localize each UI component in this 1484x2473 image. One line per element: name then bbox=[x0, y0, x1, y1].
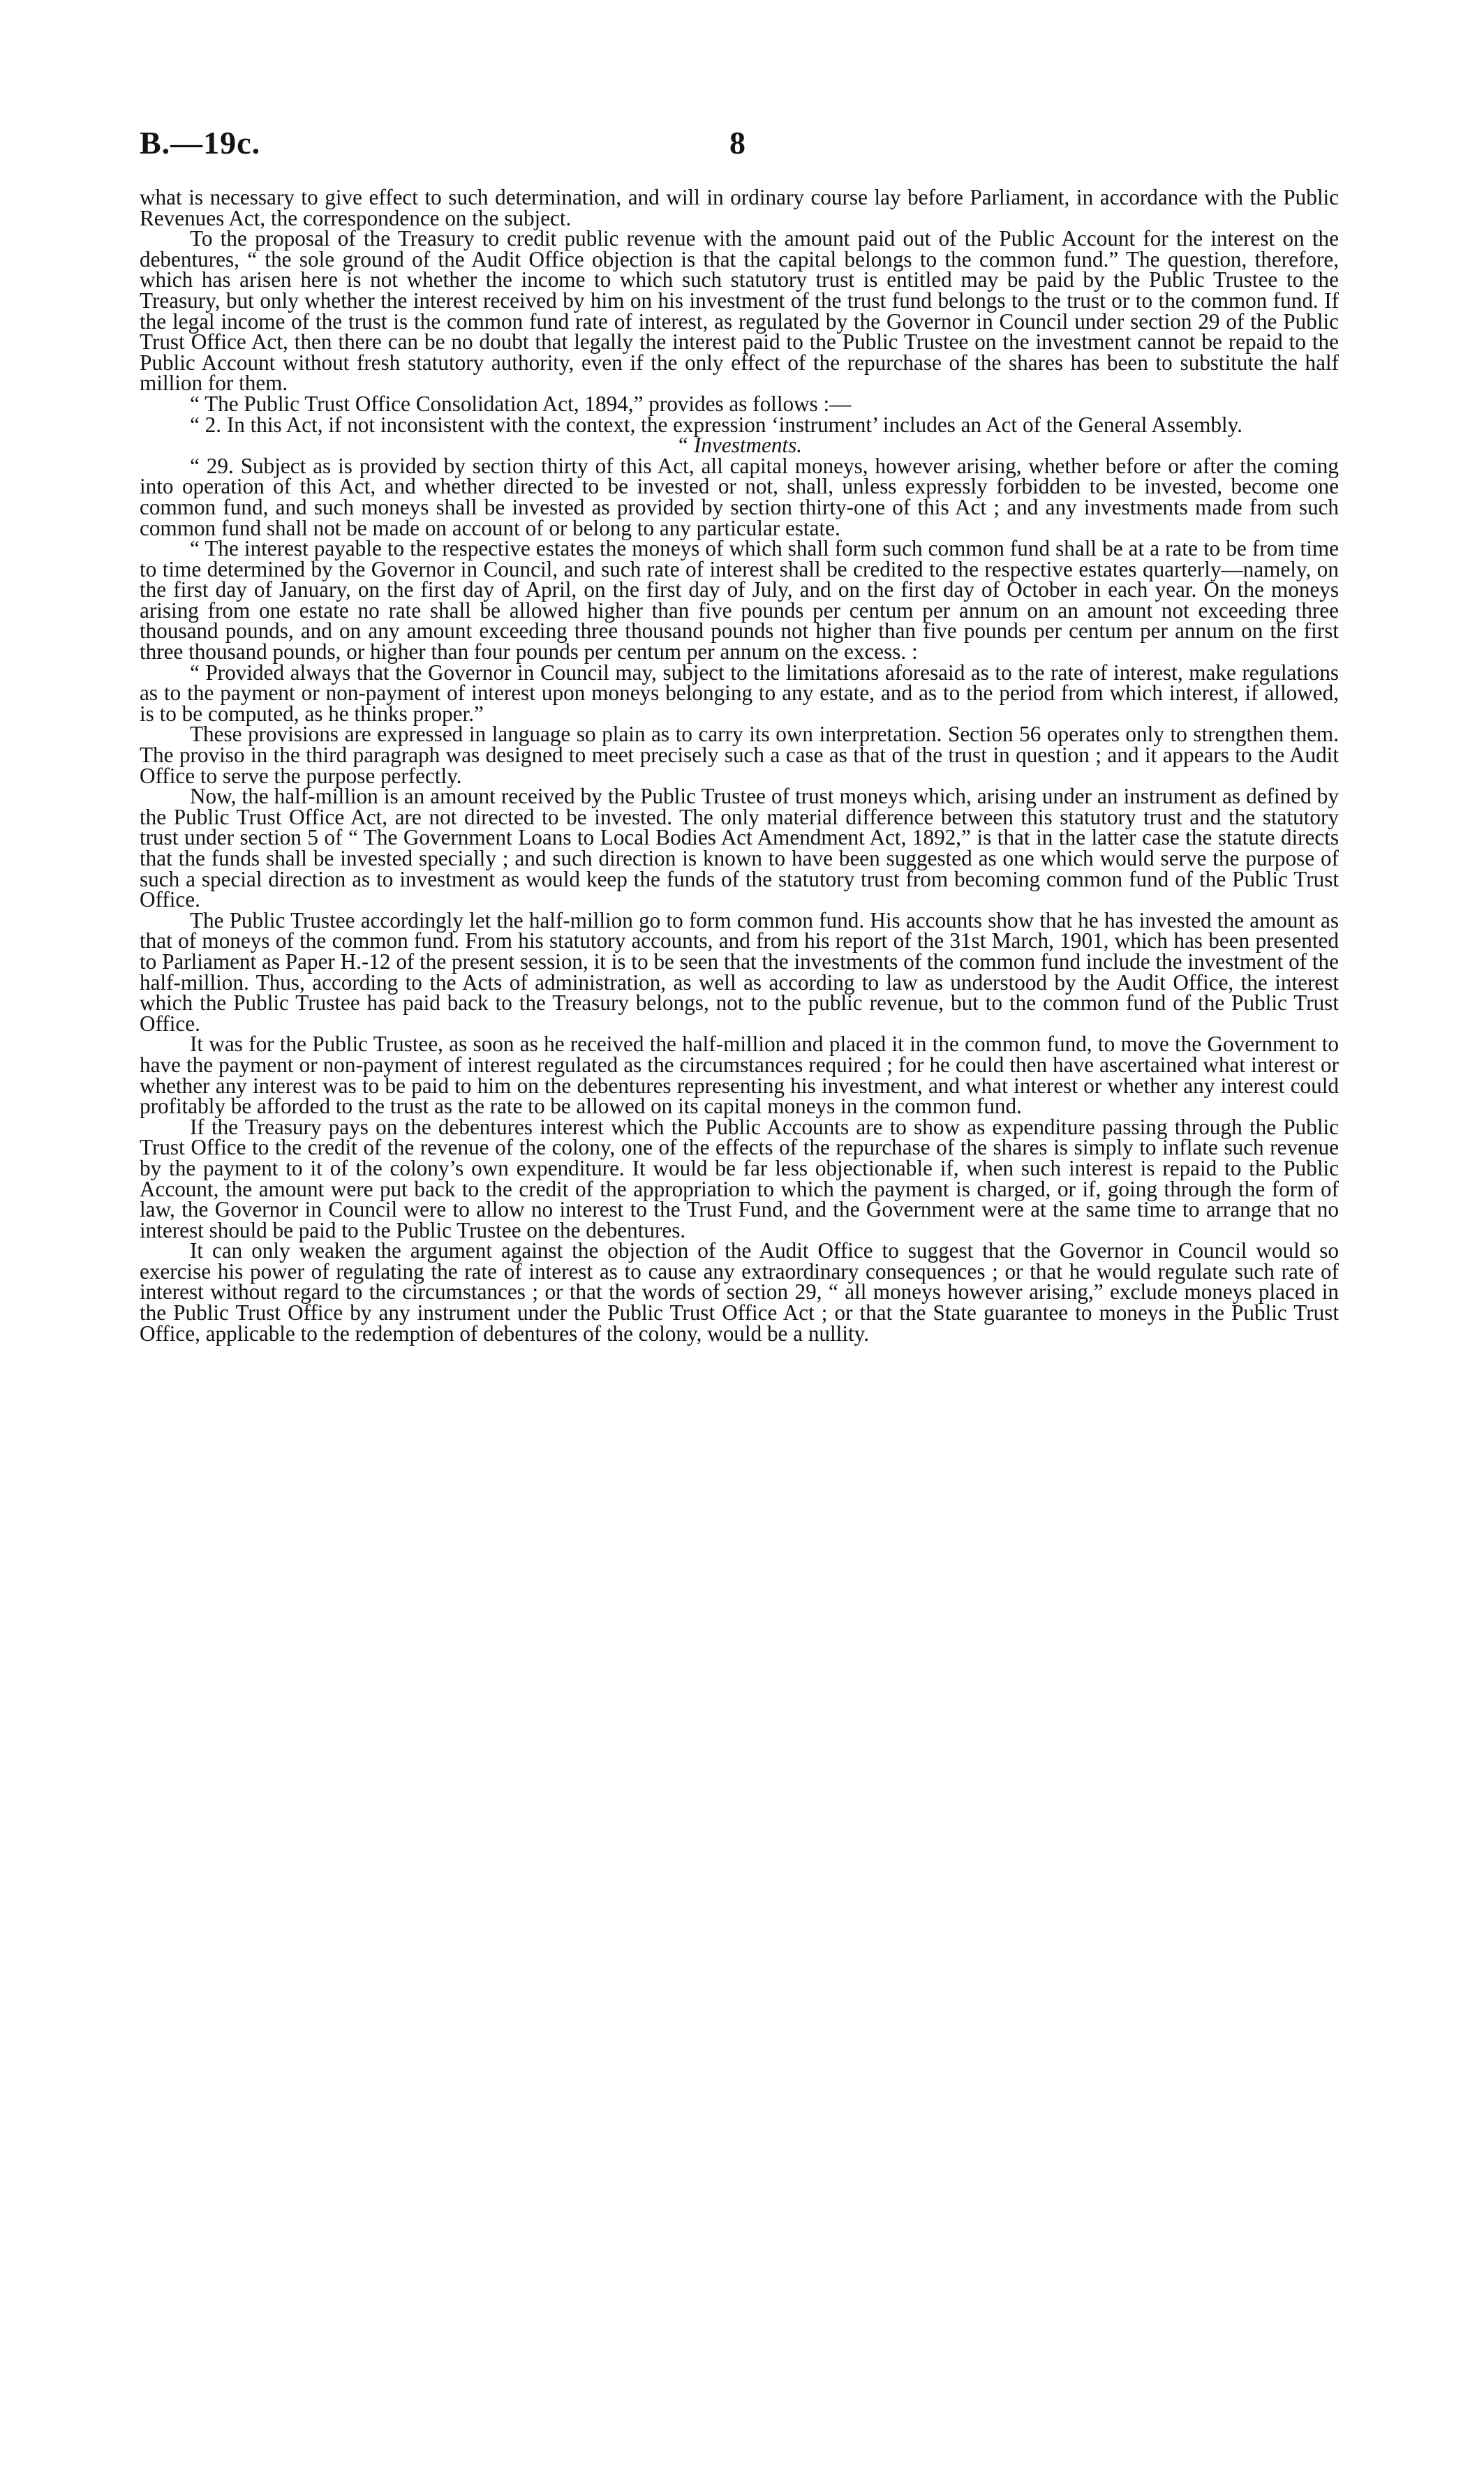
page-number: 8 bbox=[729, 125, 745, 161]
paragraph: These provisions are expressed in language so plain as to carry its own interpretation. Section 56 operates only to strengthen them. The proviso in the third paragraph was designed to meet precisely such a case as that of the trust in question ; and it appears to the Audit Office to serve the purpose perfectly. bbox=[140, 722, 1339, 788]
section-heading: “ Investments. bbox=[676, 433, 803, 458]
paragraph: It can only weaken the argument against the objection of the Audit Office to suggest that the Governor in Council would so exercise his power of regulating the rate of interest as to cause any extraordinary consequences ; or that he would regulate such rate of interest without regard to the circumstances ; or that the words of section 29, “ all moneys however arising,” exclude moneys placed in the Public Trust Office by any instrument under the Public Trust Office Act ; or that the State guarantee to moneys in the Public Trust Office, applicable to the redemption of debentures of the colony, would be a nullity. bbox=[140, 1238, 1339, 1346]
paragraph: “ The Public Trust Office Consolidation Act, 1894,” provides as follows :— bbox=[190, 391, 852, 416]
paragraph: If the Treasury pays on the debentures interest which the Public Accounts are to show as expenditure passing through the Public Trust Office to the credit of the revenue of the colony, one of the effects of the repurchase of the shares is simply to inflate such revenue by the payment to it of the colony’s own expenditure. It would be far less objectionable if, when such interest is repaid to the Public Account, the amount were put back to the credit of the appropriation to which the payment is charged, or if, going through the form of law, the Governor in Council were to allow no interest to the Trust Fund, and the Government were at the same time to arrange that no interest should be paid to the Public Trustee on the debentures. bbox=[140, 1114, 1339, 1242]
paragraph: It was for the Public Trustee, as soon as he received the half-million and placed it in the common fund, to move the Government to have the payment or non-payment of interest regulated as the circumstances required ; for he could then have ascertained what interest or whether any interest was to be paid to him on the debentures representing his investment, and what interest or whether any interest could profitably be afforded to the trust as the rate to be allowed on its capital moneys in the common fund. bbox=[140, 1032, 1339, 1119]
document-reference: B.—19c. bbox=[140, 125, 261, 161]
paragraph: Now, the half-million is an amount received by the Public Trustee of trust moneys which, arising under an instrument as defined by the Public Trust Office Act, are not directed to be invested. The only material difference between this statutory trust and the statutory trust under section 5 of “ The Government Loans to Local Bodies Act Amendment Act, 1892,” is that in the latter case the statute directs that the funds shall be invested specially ; and such direction is known to have been suggested as one which would serve the purpose of such a special direction as to investment as would keep the funds of the statutory trust from becoming common fund of the Public Trust Office. bbox=[140, 784, 1339, 912]
paragraph: The Public Trustee accordingly let the half-million go to form common fund. His accounts show that he has invested the amount as that of moneys of the common fund. From his statutory accounts, and from his report of the 31st March, 1901, which has been presented to Parliament as Paper H.-12 of the present session, it is to be seen that the investments of the common fund include the investment of the half-million. Thus, according to the Acts of administration, as well as according to law as understood by the Audit Office, the interest which the Public Trustee has paid back to the Treasury belongs, not to the public revenue, but to the common fund of the Public Trust Office. bbox=[140, 907, 1339, 1036]
paragraph: “ 29. Subject as is provided by section thirty of this Act, all capital moneys, however arising, whether before or after the coming into operation of this Act, and whether directed to be invested or not, shall, unless expressly forbidden to be invested, become one common fund, and such moneys shall be invested as provided by section thirty-one of this Act ; and any investments made from such common fund shall not be made on account of or belong to any particular estate. bbox=[140, 453, 1339, 540]
paragraph: “ 2. In this Act, if not inconsistent with the context, the expression ‘instrument’ includes an Act of the General Assembly. bbox=[190, 412, 1242, 437]
document-body bbox=[140, 187, 1339, 1344]
paragraph: “ The interest payable to the respective estates the moneys of which shall form such common fund shall be at a rate to be from time to time determined by the Governor in Council, and such rate of interest shall be credited to the respective estates quarterly—namely, on the first day of January, on the first day of April, on the first day of July, and on the first day of October in each year. On the moneys arising from one estate no rate shall be allowed higher than five pounds per centum per annum on an amount not exceeding three thousand pounds, and on any amount exceeding three thousand pounds not higher than five pounds per centum per annum on the first three thousand pounds, or higher than four pounds per centum per annum on the excess. : bbox=[140, 536, 1339, 664]
page-header bbox=[140, 124, 1340, 166]
paragraph: what is necessary to give effect to such determination, and will in ordinary course lay before Parliament, in accordance with the Public Revenues Act, the correspondence on the subject. bbox=[140, 185, 1339, 230]
paragraph: To the proposal of the Treasury to credit public revenue with the amount paid out of the Public Account for the interest on the debentures, “ the sole ground of the Audit Office objection is that the capital belongs to the common fund.” The question, therefore, which has arisen here is not whether the income to which such statutory trust is entitled may be paid by the Public Trustee to the Treasury, but only whether the interest received by him on his investment of the trust fund belongs to the trust or to the common fund. If the legal income of the trust is the common fund rate of interest, as regulated by the Governor in Council under section 29 of the Public Trust Office Act, then there can be no doubt that legally the interest paid to the Public Trustee on the investment cannot be repaid to the Public Account without fresh statutory authority, even if the only effect of the repurchase of the shares has been to substitute the half million for them. bbox=[140, 226, 1339, 396]
paragraph: “ Provided always that the Governor in Council may, subject to the limitations aforesaid as to the rate of interest, make regulations as to the payment or non-payment of interest upon moneys belonging to any estate, and as to the period from which interest, if allowed, is to be computed, as he thinks proper.” bbox=[140, 660, 1339, 726]
